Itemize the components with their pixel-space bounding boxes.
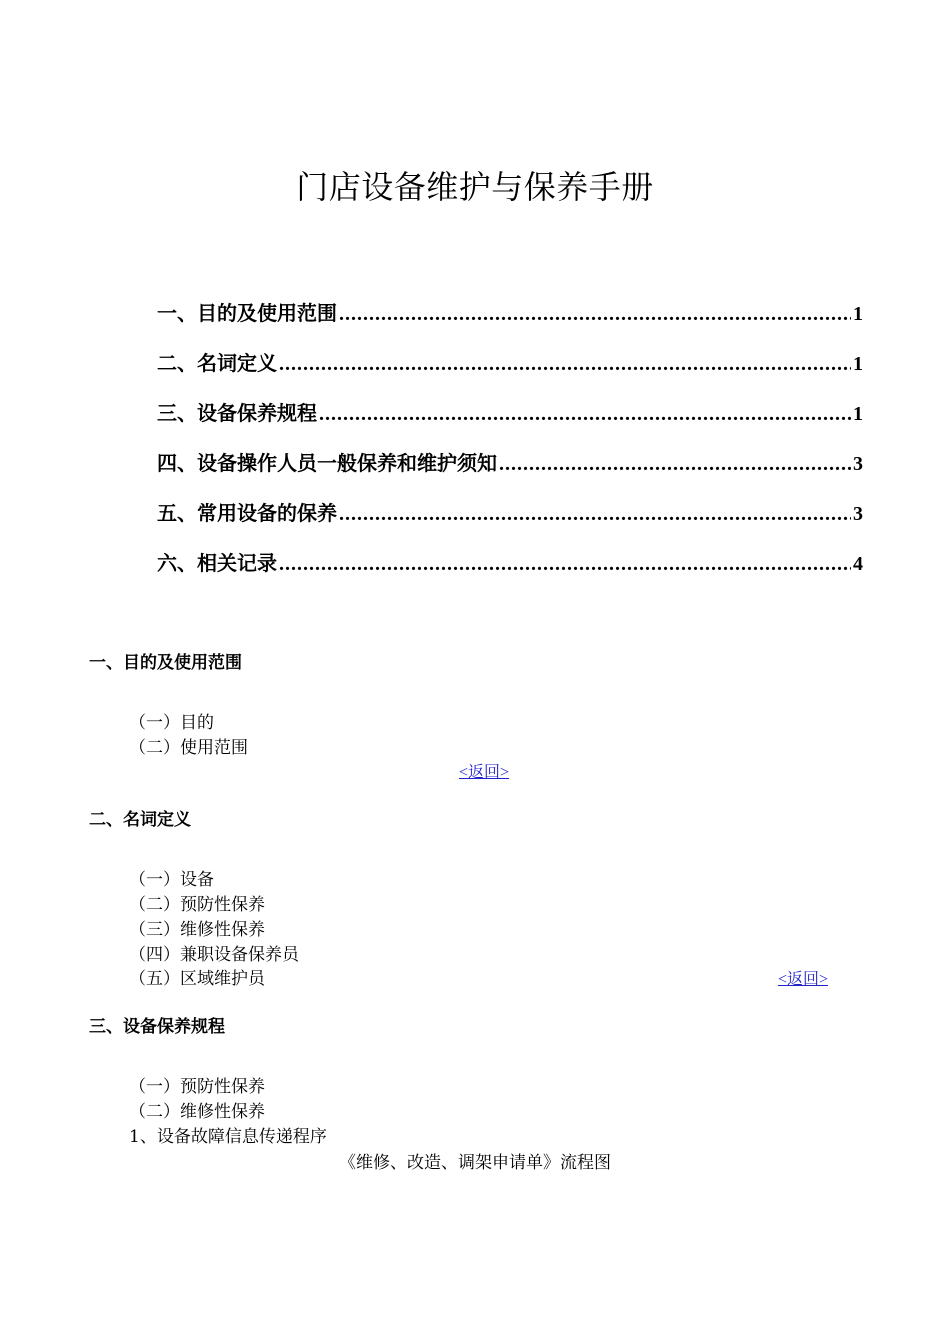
toc-leader-dots bbox=[319, 397, 851, 431]
section-heading: 三、设备保养规程 bbox=[89, 1017, 225, 1037]
toc-entry-label: 一、目的及使用范围 bbox=[157, 301, 337, 325]
section-item: （二）预防性保养 bbox=[129, 895, 265, 915]
section-item: （一）预防性保养 bbox=[129, 1077, 265, 1097]
toc-entry-label: 三、设备保养规程 bbox=[157, 401, 317, 425]
toc-entry-label: 六、相关记录 bbox=[157, 551, 277, 575]
toc-leader-dots bbox=[499, 447, 851, 481]
flowchart-caption: 《维修、改造、调架申请单》流程图 bbox=[339, 1153, 611, 1173]
toc-entry-page: 3 bbox=[853, 453, 863, 475]
section-sub-item: 1、设备故障信息传递程序 bbox=[129, 1127, 327, 1147]
section-heading: 二、名词定义 bbox=[89, 810, 191, 830]
toc-entry-page: 1 bbox=[853, 353, 863, 375]
back-link[interactable]: <返回> bbox=[778, 971, 829, 988]
back-link[interactable]: <返回> bbox=[459, 764, 510, 781]
section-item: （五）区域维护员 bbox=[129, 969, 265, 989]
section-item: （一）设备 bbox=[129, 870, 214, 890]
section-item: （二）维修性保养 bbox=[129, 1102, 265, 1122]
toc-leader-dots bbox=[279, 347, 851, 381]
section-item: （四）兼职设备保养员 bbox=[129, 945, 299, 965]
section-item: （二）使用范围 bbox=[129, 738, 248, 758]
toc-entry[interactable] bbox=[157, 496, 863, 546]
section-item: （三）维修性保养 bbox=[129, 920, 265, 940]
toc-leader-dots bbox=[279, 547, 851, 581]
section-item: （一）目的 bbox=[129, 713, 214, 733]
toc-entry-page: 3 bbox=[853, 503, 863, 525]
toc-entry-page: 4 bbox=[853, 553, 863, 575]
table-of-contents bbox=[157, 296, 863, 596]
toc-entry[interactable] bbox=[157, 446, 863, 496]
toc-entry[interactable] bbox=[157, 396, 863, 446]
toc-leader-dots bbox=[339, 297, 851, 331]
document-title: 门店设备维护与保养手册 bbox=[296, 168, 654, 207]
toc-entry[interactable] bbox=[157, 546, 863, 596]
toc-entry-label: 四、设备操作人员一般保养和维护须知 bbox=[157, 451, 497, 475]
toc-leader-dots bbox=[339, 497, 851, 531]
toc-entry[interactable] bbox=[157, 346, 863, 396]
section-heading: 一、目的及使用范围 bbox=[89, 653, 242, 673]
toc-entry-page: 1 bbox=[853, 303, 863, 325]
toc-entry[interactable] bbox=[157, 296, 863, 346]
toc-entry-label: 二、名词定义 bbox=[157, 351, 277, 375]
toc-entry-page: 1 bbox=[853, 403, 863, 425]
toc-entry-label: 五、常用设备的保养 bbox=[157, 501, 337, 525]
